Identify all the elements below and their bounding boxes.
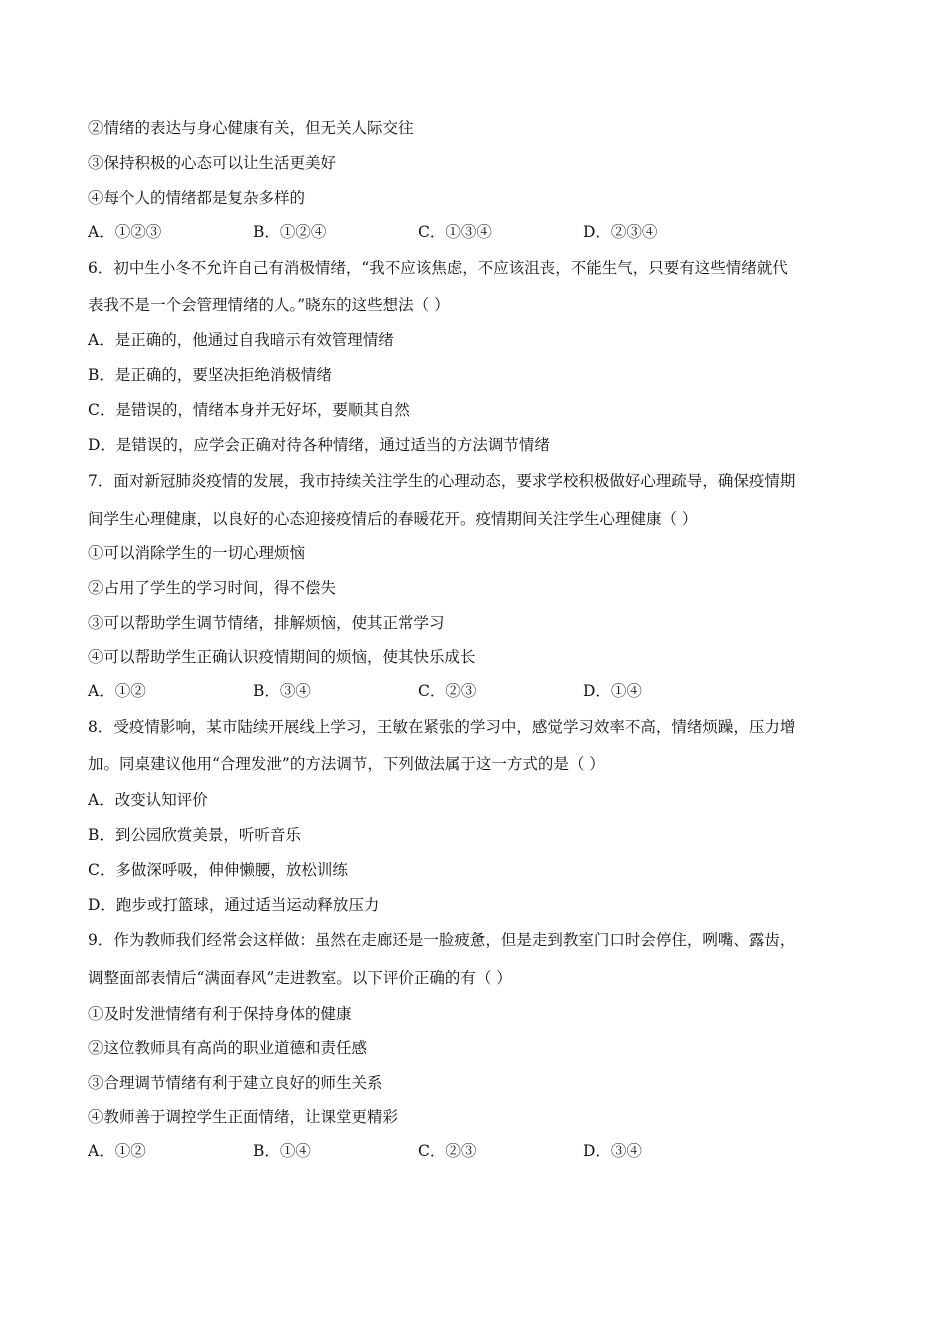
q9-option-b: B．①④ xyxy=(253,1142,311,1160)
q7-stem-line-1: 7．面对新冠肺炎疫情的发展，我市持续关注学生的心理动态，要求学校积极做好心理疏导，确保疫情期 xyxy=(88,472,796,490)
q9-item-3: ③合理调节情绪有利于建立良好的师生关系 xyxy=(88,1074,383,1092)
q5-item-2: ②情绪的表达与身心健康有关，但无关人际交往 xyxy=(88,119,414,137)
q6-option-a: A．是正确的，他通过自我暗示有效管理情绪 xyxy=(88,331,394,349)
q9-stem-line-1: 9．作为教师我们经常会这样做：虽然在走廊还是一脸疲惫，但是走到教室门口时会停住，咧嘴、露齿， xyxy=(88,931,796,949)
q9-item-4: ④教师善于调控学生正面情绪，让课堂更精彩 xyxy=(88,1108,399,1126)
q6-option-d: D．是错误的，应学会正确对待各种情绪，通过适当的方法调节情绪 xyxy=(88,436,550,454)
q7-option-b: B．③④ xyxy=(253,682,311,700)
q9-option-c: C．②③ xyxy=(418,1142,477,1160)
q8-option-a: A．改变认知评价 xyxy=(88,791,208,809)
q9-options xyxy=(88,1141,858,1161)
q7-item-1: ①可以消除学生的一切心理烦恼 xyxy=(88,544,306,562)
q5-option-b: B．①②④ xyxy=(253,223,327,241)
q5-option-d: D．②③④ xyxy=(583,223,658,241)
q7-item-4: ④可以帮助学生正确认识疫情期间的烦恼，使其快乐成长 xyxy=(88,648,476,666)
q9-option-d: D．③④ xyxy=(583,1142,642,1160)
q5-option-a: A．①②③ xyxy=(88,223,162,241)
q6-stem-line-1: 6．初中生小冬不允许自己有消极情绪，“我不应该焦虑，不应该沮丧，不能生气，只要有这些情绪就代 xyxy=(88,259,788,277)
q5-option-c: C．①③④ xyxy=(418,223,492,241)
q9-option-a: A．①② xyxy=(88,1142,146,1160)
q7-item-2: ②占用了学生的学习时间，得不偿失 xyxy=(88,579,337,597)
q7-stem-line-2: 间学生心理健康，以良好的心态迎接疫情后的春暖花开。疫情期间关注学生心理健康（ ） xyxy=(88,510,698,528)
q5-options xyxy=(88,222,858,242)
q8-stem-line-2: 加。同桌建议他用“合理发泄”的方法调节，下列做法属于这一方式的是（ ） xyxy=(88,755,605,773)
q6-stem-line-2: 表我不是一个会管理情绪的人。”晓东的这些想法（ ） xyxy=(88,296,450,314)
q7-option-c: C．②③ xyxy=(418,682,477,700)
q7-option-a: A．①② xyxy=(88,682,146,700)
q5-item-4: ④每个人的情绪都是复杂多样的 xyxy=(88,189,306,207)
q5-item-3: ③保持积极的心态可以让生活更美好 xyxy=(88,154,337,172)
q8-option-b: B．到公园欣赏美景，听听音乐 xyxy=(88,826,301,844)
q8-option-c: C．多做深呼吸，伸伸懒腰，放松训练 xyxy=(88,861,348,879)
q9-item-1: ①及时发泄情绪有利于保持身体的健康 xyxy=(88,1005,352,1023)
q7-options xyxy=(88,681,858,701)
q7-item-3: ③可以帮助学生调节情绪，排解烦恼，使其正常学习 xyxy=(88,614,445,632)
q7-option-d: D．①④ xyxy=(583,682,642,700)
q9-item-2: ②这位教师具有高尚的职业道德和责任感 xyxy=(88,1039,368,1057)
q8-option-d: D．跑步或打篮球，通过适当运动释放压力 xyxy=(88,896,380,914)
q6-option-b: B．是正确的，要坚决拒绝消极情绪 xyxy=(88,366,332,384)
q6-option-c: C．是错误的，情绪本身并无好坏，要顺其自然 xyxy=(88,401,410,419)
q8-stem-line-1: 8．受疫情影响，某市陆续开展线上学习，王敏在紧张的学习中，感觉学习效率不高，情绪烦躁，压力增 xyxy=(88,718,796,736)
q9-stem-line-2: 调整面部表情后“满面春风”走进教室。以下评价正确的有（ ） xyxy=(88,969,512,987)
